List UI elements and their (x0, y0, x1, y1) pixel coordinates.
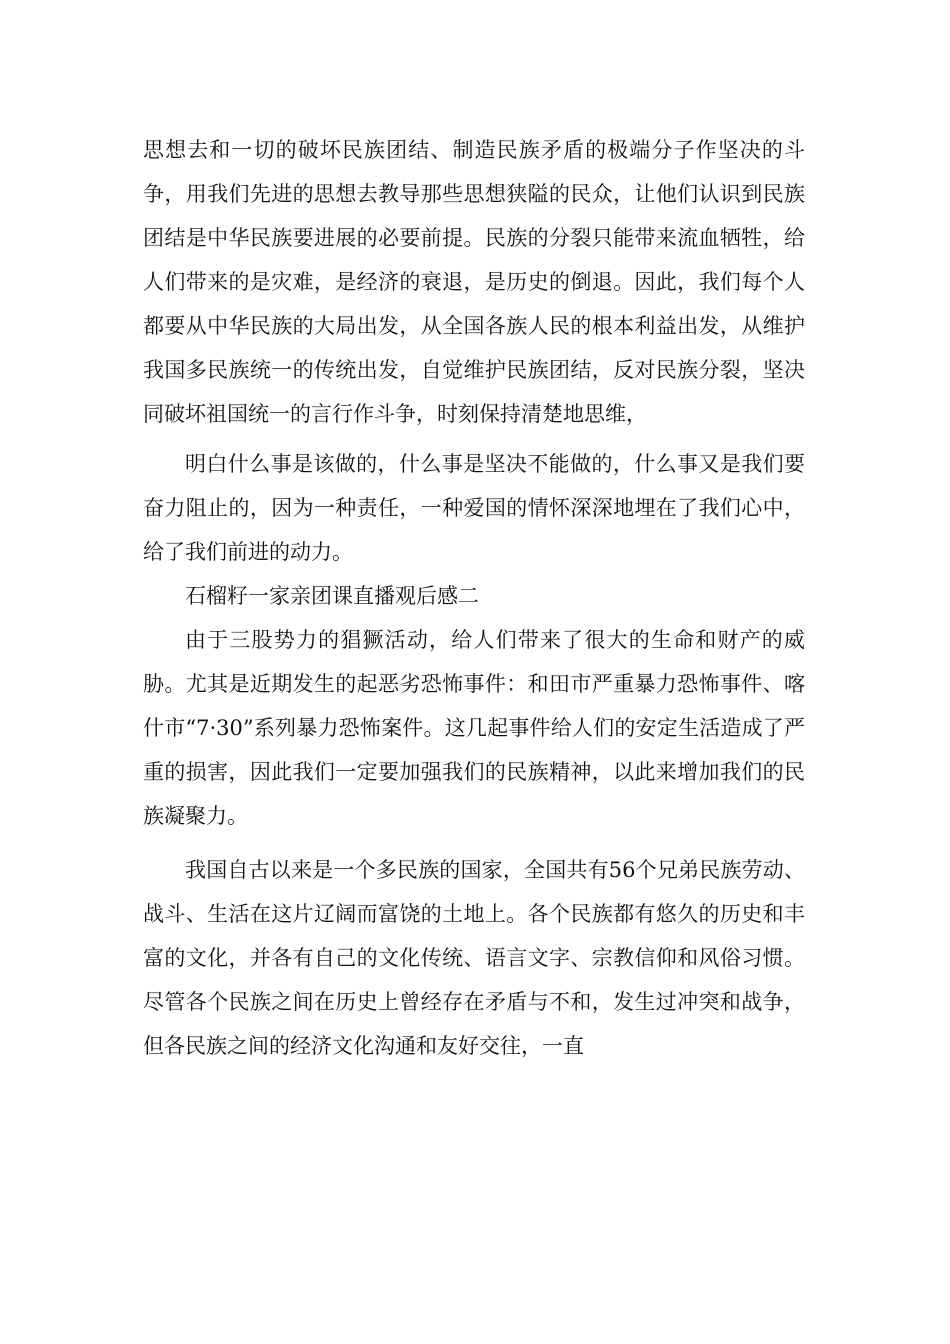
paragraph-4: 我国自古以来是一个多民族的国家，全国共有56个兄弟民族劳动、战斗、生活在这片辽阔而富饶的土地上。各个民族都有悠久的历史和丰富的文化，并各有自己的文化传统、语言文字、宗教信仰和风俗习惯。尽管各个民族之间在历史上曾经存在矛盾与不和，发生过冲突和战争，但各民族之间的经济文化沟通和友好交往，一直 (143, 858, 805, 1058)
section-heading: 石榴籽一家亲团课直播观后感二 (185, 584, 479, 608)
paragraph-1: 思想去和一切的破坏民族团结、制造民族矛盾的极端分子作坚决的斗争，用我们先进的思想去教导那些思想狭隘的民众，让他们认识到民族团结是中华民族要进展的必要前提。民族的分裂只能带来流血牺牲，给人们带来的是灾难，是经济的衰退，是历史的倒退。因此，我们每个人都要从中华民族的大局出发，从全国各族人民的根本利益出发，从维护我国多民族统一的传统出发，自觉维护民族团结，反对民族分裂，坚决同破坏祖国统一的言行作斗争，时刻保持清楚地思维， (143, 138, 805, 426)
document-page (143, 128, 805, 1068)
paragraph-3: 由于三股势力的猖獗活动，给人们带来了很大的生命和财产的威胁。尤其是近期发生的起恶劣恐怖事件：和田市严重暴力恐怖事件、喀什市“7·30”系列暴力恐怖案件。这几起事件给人们的安定生活造成了严重的损害，因此我们一定要加强我们的民族精神，以此来增加我们的民族凝聚力。 (143, 628, 805, 828)
paragraph-2: 明白什么事是该做的，什么事是坚决不能做的，什么事又是我们要奋力阻止的，因为一种责任，一种爱国的情怀深深地埋在了我们心中，给了我们前进的动力。 (143, 452, 805, 564)
paragraph-gap (143, 838, 805, 848)
